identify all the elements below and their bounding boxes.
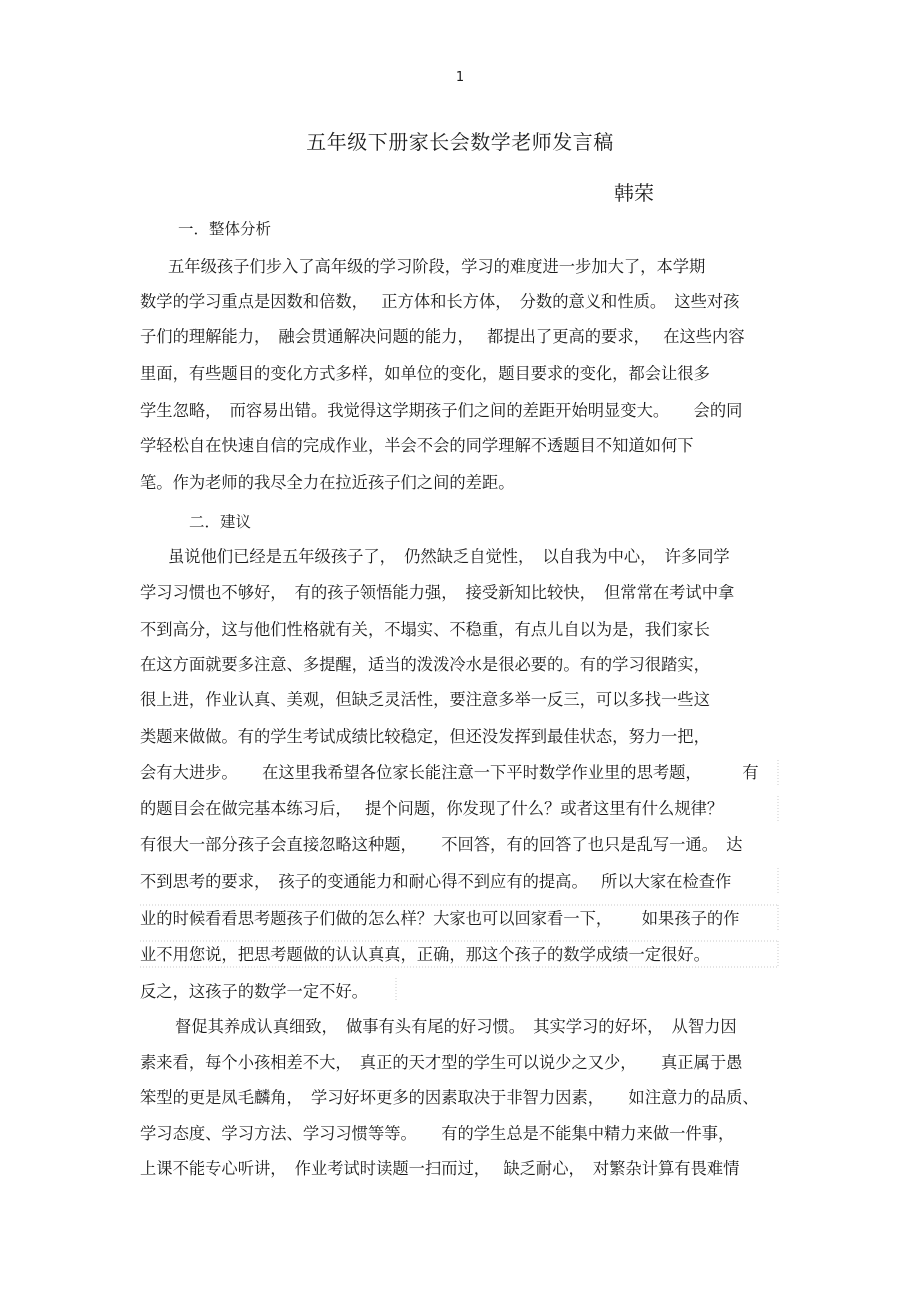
section-heading-suggestions: 二．建议 [189,513,252,531]
paragraph-line: 类题来做做。有的学生考试成绩比较稳定，但还没发挥到最佳状态，努力一把， [140,727,710,746]
paragraph-line: 很上进，作业认真、美观，但缺乏灵活性，要注意多举一反三，可以多找一些这 [140,690,710,709]
document-title: 五年级下册家长会数学老师发言稿 [306,130,614,154]
author-name: 韩荣 [614,181,654,205]
paragraph-line: 业不用您说，把思考题做的认认真真，正确，那这个孩子的数学成绩一定很好。 [140,945,710,964]
paragraph-line: 在这方面就要多注意、多提醒，适当的泼泼冷水是很必要的。有的学习很踏实， [140,655,710,674]
page-number: 1 [455,70,465,85]
paragraph-line: 有很大一部分孩子会直接忽略这种题， 不回答，有的回答了也只是乱写一通。 达 [140,835,743,854]
paragraph-line: 的题目会在做完基本练习后， 提个问题，你发现了什么？或者这里有什么规律？ [140,799,724,818]
section-heading-overall-analysis: 一．整体分析 [178,220,272,238]
paragraph-line: 笨型的更是凤毛麟角， 学习好坏更多的因素取决于非智力因素， 如注意力的品质、 [140,1088,759,1107]
paragraph-line: 笔。作为老师的我尽全力在拉近孩子们之间的差距。 [140,473,515,492]
paragraph-line: 学生忽略， 而容易出错。我觉得这学期孩子们之间的差距开始明显变大。 会的同 [140,401,743,420]
paragraph-line: 业的时候看看思考题孩子们做的怎么样？大家也可以回家看一下， 如果孩子的作 [140,909,740,928]
paragraph-line: 上课不能专心听讲， 作业考试时读题一扫而过， 缺乏耐心， 对繁杂计算有畏难情 [140,1159,740,1178]
paragraph-line: 里面，有些题目的变化方式多样，如单位的变化，题目要求的变化，都会让很多 [140,364,710,383]
paragraph-line: 督促其养成认真细致， 做事有头有尾的好习惯。 其实学习的好坏， 从智力因 [175,1017,737,1036]
paragraph-line: 不到高分，这与他们性格就有关，不塌实、不稳重，有点儿自以为是，我们家长 [140,620,710,639]
paragraph-line: 会有大进步。 在这里我希望各位家长能注意一下平时数学作业里的思考题， 有 [140,763,759,782]
paragraph-line: 学习态度、学习方法、学习习惯等等。 有的学生总是不能集中精力来做一件事， [140,1124,735,1143]
paragraph-line: 素来看，每个小孩相差不大， 真正的天才型的学生可以说少之又少， 真正属于愚 [140,1053,743,1072]
paragraph-line: 不到思考的要求， 孩子的变通能力和耐心得不到应有的提高。 所以大家在检查作 [140,872,732,891]
paragraph-line: 五年级孩子们步入了高年级的学习阶段，学习的难度进一步加大了，本学期 [168,257,706,276]
paragraph-line: 数学的学习重点是因数和倍数， 正方体和长方体， 分数的意义和性质。 这些对孩 [140,292,740,311]
paragraph-line: 反之，这孩子的数学一定不好。 [140,982,368,1001]
paragraph-line: 学轻松自在快速自信的完成作业，半会不会的同学理解不透题目不知道如何下 [140,436,694,455]
paragraph-line: 学习习惯也不够好， 有的孩子领悟能力强， 接受新知比较快， 但常常在考试中拿 [140,583,735,602]
paragraph-line: 虽说他们已经是五年级孩子了， 仍然缺乏自觉性， 以自我为中心， 许多同学 [168,547,730,566]
paragraph-line: 子们的理解能力， 融会贯通解决问题的能力， 都提出了更高的要求， 在这些内容 [140,327,745,346]
